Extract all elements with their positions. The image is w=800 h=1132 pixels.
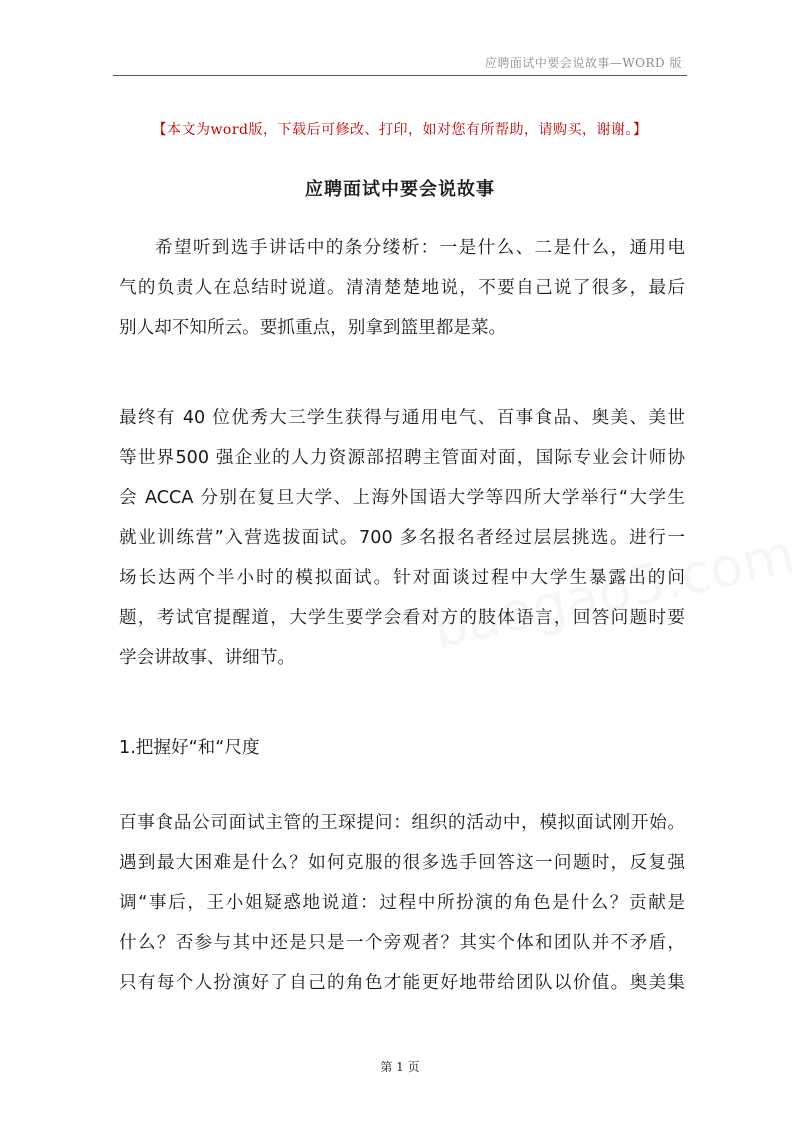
section-heading — [119, 728, 685, 768]
text-line: 气的负责人在总结时说道。清清楚楚地说，不要自己说了很多，最后 — [119, 278, 685, 298]
red-notice: 【本文为word版，下载后可修改、打印，如对您有所帮助，请购买，谢谢。】 — [152, 122, 648, 138]
paragraph-2 — [119, 398, 685, 678]
text-line: 就业训练营”入营选拔面试。700 多名报名者经过层层挑选。进行一 — [119, 528, 685, 548]
paragraph-3 — [119, 803, 685, 1003]
text-line: 别人却不知所云。要抓重点，别拿到篮里都是菜。 — [119, 318, 507, 338]
text-line: 百事食品公司面试主管的王琛提问：组织的活动中，模拟面试刚开始。 — [119, 813, 685, 833]
text-line: 最终有 40 位优秀大三学生获得与通用电气、百事食品、奥美、美世 — [119, 408, 685, 428]
running-header: 应聘面试中要会说故事—WORD 版 — [484, 56, 682, 70]
paragraph-1 — [119, 228, 685, 348]
text-line: 学会讲故事、讲细节。 — [119, 648, 295, 668]
text-line: 场长达两个半小时的模拟面试。针对面谈过程中大学生暴露出的问 — [119, 568, 685, 588]
section-heading-text: 1.把握好“和“尺度 — [119, 738, 260, 758]
header-divider — [113, 75, 687, 76]
text-line: 遇到最大困难是什么？如何克服的很多选手回答这一问题时，反复强 — [119, 853, 685, 873]
text-line: 等世界500 强企业的人力资源部招聘主管面对面，国际专业会计师协 — [119, 448, 685, 468]
text-line: 调“事后，王小姐疑惑地说道：过程中所扮演的角色是什么？贡献是 — [119, 893, 685, 913]
text-line: 希望听到选手讲话中的条分缕析：一是什么、二是什么，通用电 — [155, 238, 685, 258]
text-line: 什么？否参与其中还是只是一个旁观者？其实个体和团队并不矛盾， — [119, 933, 685, 953]
text-line: 题，考试官提醒道，大学生要学会看对方的肢体语言，回答问题时要 — [119, 608, 685, 628]
text-line: 只有每个人扮演好了自己的角色才能更好地带给团队以价值。奥美集 — [119, 973, 685, 993]
page-number: 第 1 页 — [380, 1060, 420, 1074]
text-line: 会 ACCA 分别在复旦大学、上海外国语大学等四所大学举行“大学生 — [119, 488, 685, 508]
page-title: 应聘面试中要会说故事 — [305, 179, 495, 200]
